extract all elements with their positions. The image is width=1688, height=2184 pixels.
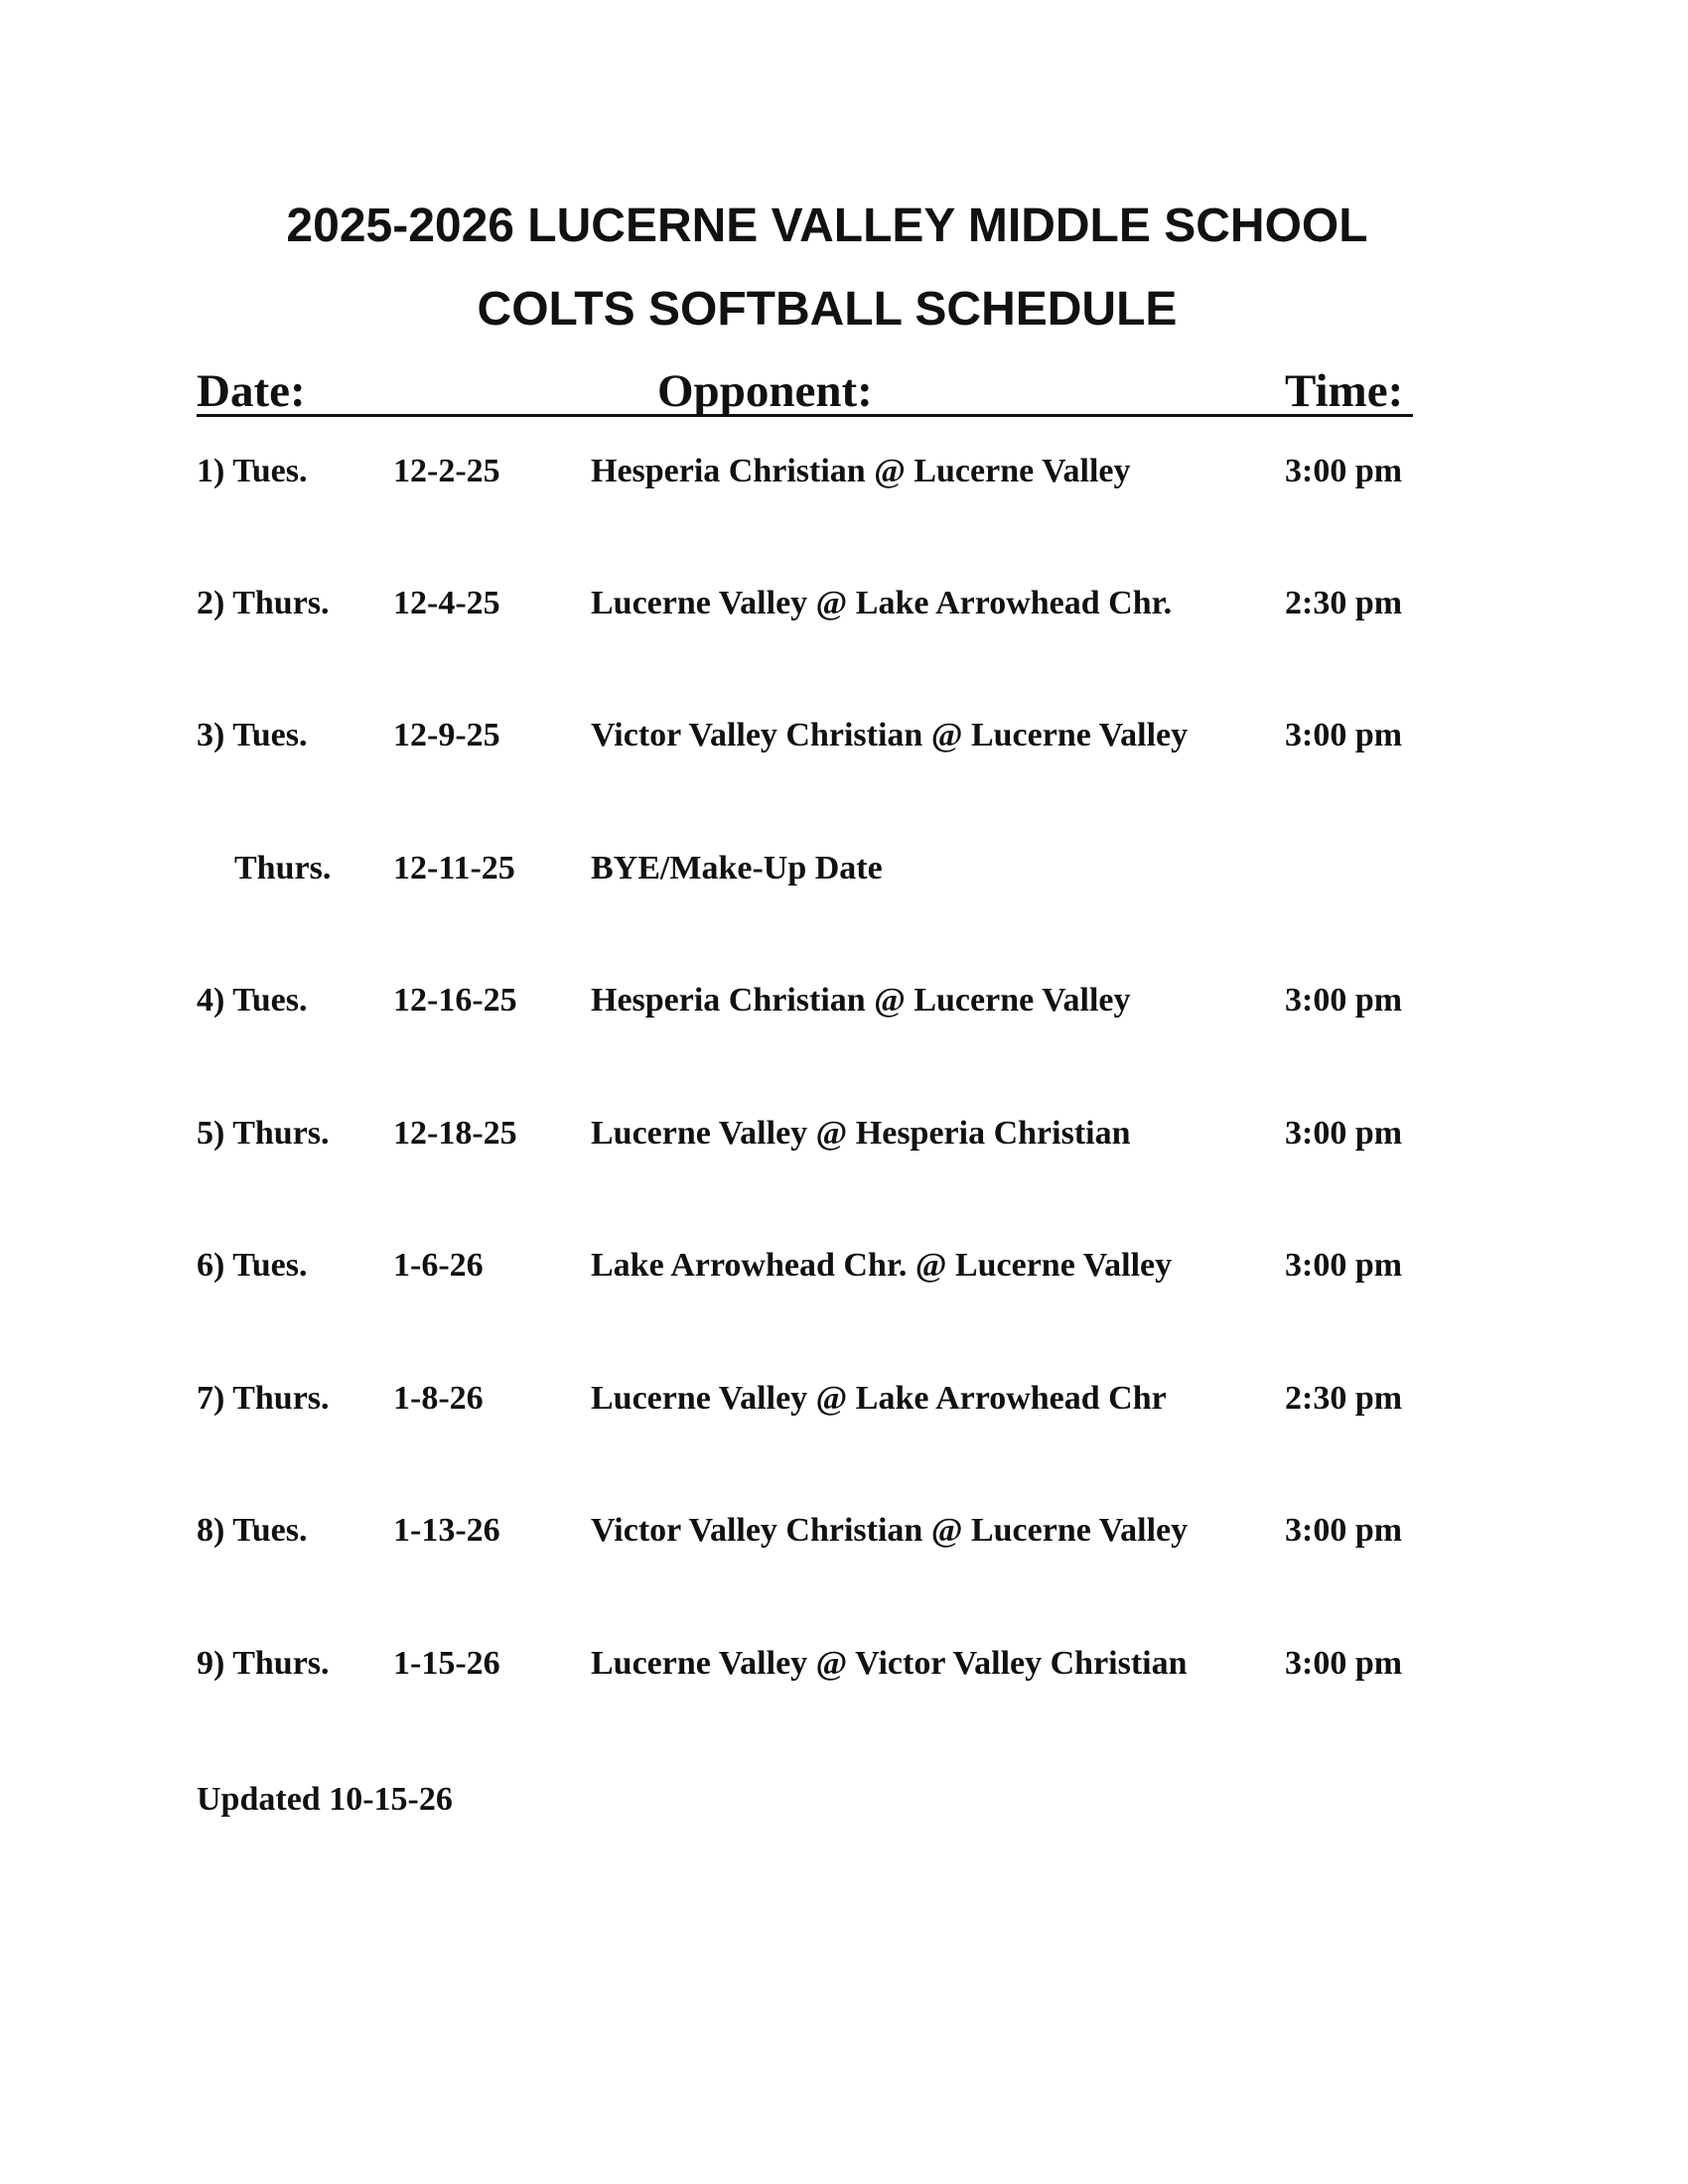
- schedule-row: [197, 451, 1448, 494]
- game-matchup: Hesperia Christian @ Lucerne Valley: [591, 453, 1131, 489]
- game-date: 12-9-25: [393, 717, 500, 753]
- game-day-label: 9) Thurs.: [197, 1645, 330, 1682]
- schedule-row: [197, 1510, 1448, 1554]
- page-subtitle: COLTS SOFTBALL SCHEDULE: [477, 283, 1178, 336]
- game-date: 12-11-25: [393, 850, 515, 887]
- game-matchup: Victor Valley Christian @ Lucerne Valley: [591, 717, 1189, 753]
- game-time: 3:00 pm: [1285, 1512, 1403, 1549]
- game-time: 3:00 pm: [1285, 1645, 1403, 1682]
- updated-note: Updated 10-15-26: [197, 1781, 453, 1818]
- game-matchup: Lucerne Valley @ Lake Arrowhead Chr.: [591, 585, 1173, 621]
- page-title: 2025-2026 LUCERNE VALLEY MIDDLE SCHOOL: [286, 200, 1368, 252]
- column-header-time: Time:: [1285, 365, 1404, 417]
- column-header-row: [197, 363, 1413, 421]
- game-time: 2:30 pm: [1285, 585, 1403, 621]
- schedule-row: [197, 715, 1448, 758]
- schedule-row-bye: [197, 848, 1448, 891]
- game-day-label: 1) Tues.: [197, 453, 308, 489]
- game-time: 3:00 pm: [1285, 1115, 1403, 1152]
- game-date: 1-8-26: [393, 1380, 484, 1417]
- game-date: 12-18-25: [393, 1115, 517, 1152]
- game-time: 3:00 pm: [1285, 453, 1403, 489]
- schedule-row: [197, 1113, 1448, 1157]
- game-time: 3:00 pm: [1285, 717, 1403, 753]
- schedule-row: [197, 980, 1448, 1024]
- game-date: 12-4-25: [393, 585, 500, 621]
- game-matchup: Lake Arrowhead Chr. @ Lucerne Valley: [591, 1247, 1173, 1284]
- game-time: 2:30 pm: [1285, 1380, 1403, 1417]
- game-matchup: BYE/Make-Up Date: [591, 850, 883, 887]
- game-matchup: Lucerne Valley @ Hesperia Christian: [591, 1115, 1131, 1152]
- game-day-label: 6) Tues.: [197, 1247, 308, 1284]
- game-date: 12-16-25: [393, 982, 517, 1019]
- game-day-label: Thurs.: [234, 850, 332, 887]
- column-header-date: Date:: [197, 365, 306, 417]
- game-matchup: Lucerne Valley @ Lake Arrowhead Chr: [591, 1380, 1167, 1417]
- game-date: 1-13-26: [393, 1512, 500, 1549]
- game-day-label: 5) Thurs.: [197, 1115, 330, 1152]
- column-header-opponent: Opponent:: [657, 365, 873, 417]
- schedule-row: [197, 1245, 1448, 1289]
- game-day-label: 2) Thurs.: [197, 585, 330, 621]
- game-date: 1-15-26: [393, 1645, 500, 1682]
- game-date: 1-6-26: [393, 1247, 484, 1284]
- game-day-label: 7) Thurs.: [197, 1380, 330, 1417]
- game-time: 3:00 pm: [1285, 982, 1403, 1019]
- game-matchup: Hesperia Christian @ Lucerne Valley: [591, 982, 1131, 1019]
- game-day-label: 4) Tues.: [197, 982, 308, 1019]
- schedule-row: [197, 583, 1448, 626]
- schedule-row: [197, 1378, 1448, 1422]
- game-time: 3:00 pm: [1285, 1247, 1403, 1284]
- game-matchup: Victor Valley Christian @ Lucerne Valley: [591, 1512, 1189, 1549]
- schedule-row: [197, 1643, 1448, 1687]
- game-day-label: 8) Tues.: [197, 1512, 308, 1549]
- game-matchup: Lucerne Valley @ Victor Valley Christian: [591, 1645, 1188, 1682]
- game-date: 12-2-25: [393, 453, 500, 489]
- game-day-label: 3) Tues.: [197, 717, 308, 753]
